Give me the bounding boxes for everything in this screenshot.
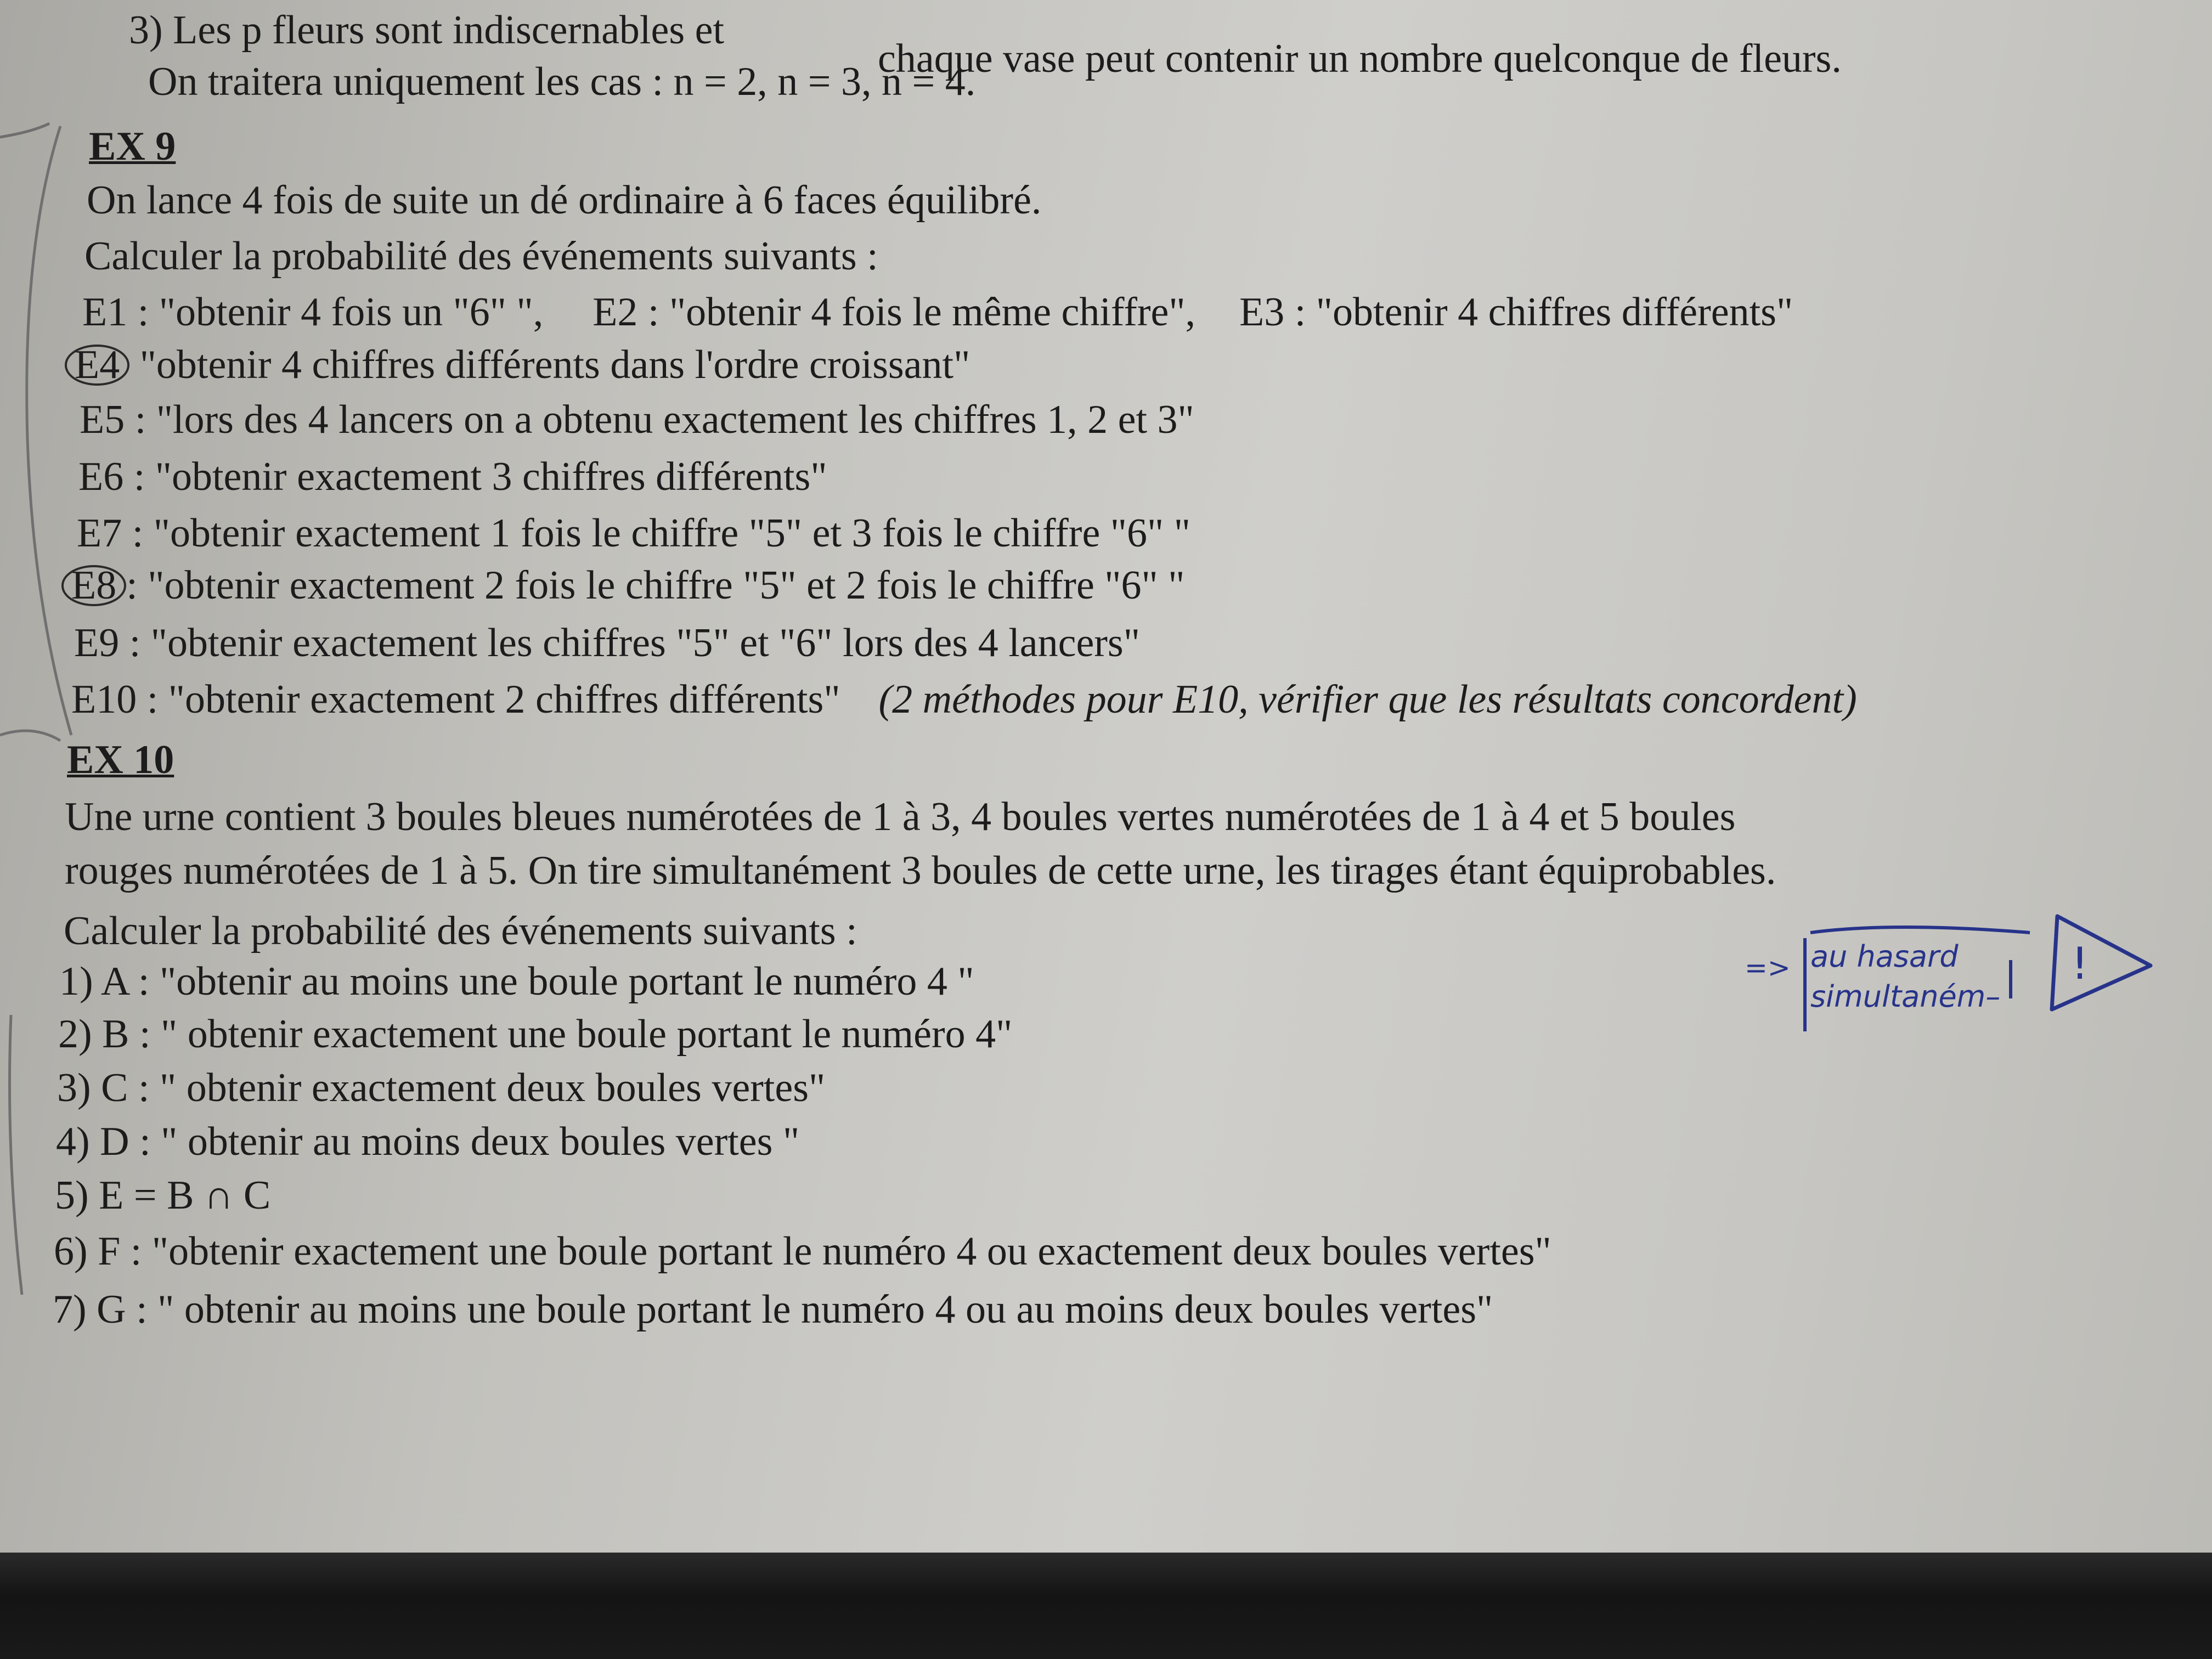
event-e10: E10 : "obtenir exactement 2 chiffres différents" bbox=[71, 677, 840, 722]
ex9-e1-e2-e3 bbox=[82, 290, 1793, 335]
ex10-item-6: 6) F : "obtenir exactement une boule portant le numéro 4 ou exactement deux boules vertes" bbox=[54, 1229, 1551, 1274]
top-line-1-left: 3) Les p fleurs sont indiscernables et bbox=[129, 8, 725, 53]
top-line-1-right: chaque vase peut contenir un nombre quelconque de fleurs. bbox=[878, 36, 1842, 81]
handwritten-warning-triangle-icon bbox=[1794, 900, 2178, 1042]
ex10-title: EX 10 bbox=[67, 737, 174, 782]
ex9-title: EX 9 bbox=[89, 124, 176, 169]
event-e1: E1 : "obtenir 4 fois un "6" ", bbox=[82, 290, 544, 335]
event-e10-note: (2 méthodes pour E10, vérifier que les résultats concordent) bbox=[878, 677, 1857, 722]
event-e9: E9 : "obtenir exactement les chiffres "5" et "6" lors des 4 lancers" bbox=[74, 620, 1140, 665]
handwritten-exclamation: ! bbox=[2071, 938, 2089, 989]
circled-e8-label: E8 bbox=[61, 565, 126, 606]
event-e4-text: "obtenir 4 chiffres différents dans l'ordre croissant" bbox=[139, 342, 970, 387]
ex10-paragraph-1: Une urne contient 3 boules bleues numérotées de 1 à 3, 4 boules vertes numérotées de 1 à 4 et 5 boules bbox=[65, 794, 1736, 839]
pencil-margin-brackets bbox=[0, 110, 88, 1372]
ex10-item-4: 4) D : " obtenir au moins deux boules vertes " bbox=[56, 1119, 800, 1164]
ex10-item-3: 3) C : " obtenir exactement deux boules vertes" bbox=[57, 1065, 826, 1110]
ex9-e8 bbox=[61, 565, 1184, 606]
ex10-item-5: 5) E = B ∩ C bbox=[55, 1173, 271, 1218]
ex10-paragraph-2: rouges numérotées de 1 à 5. On tire simultanément 3 boules de cette urne, les tirages étant équiprobables. bbox=[65, 848, 1776, 893]
ex10-item-1: 1) A : "obtenir au moins une boule portant le numéro 4 " bbox=[59, 959, 974, 1004]
circled-e4-label: E4 bbox=[65, 345, 129, 386]
top-line-2: On traitera uniquement les cas : n = 2, n = 3, n = 4. bbox=[148, 59, 976, 104]
event-e3: E3 : "obtenir 4 chiffres différents" bbox=[1239, 290, 1793, 335]
ex9-intro-1: On lance 4 fois de suite un dé ordinaire à 6 faces équilibré. bbox=[87, 178, 1042, 223]
event-e2: E2 : "obtenir 4 fois le même chiffre", bbox=[592, 290, 1196, 335]
dark-background-strip bbox=[0, 1553, 2212, 1659]
handwritten-arrow: => bbox=[1745, 952, 1791, 984]
event-e7: E7 : "obtenir exactement 1 fois le chiffre "5" et 3 fois le chiffre "6" " bbox=[77, 511, 1190, 556]
ex10-paragraph-3: Calculer la probabilité des événements suivants : bbox=[64, 909, 857, 953]
event-e6: E6 : "obtenir exactement 3 chiffres différents" bbox=[78, 454, 827, 499]
handwritten-line-1: au hasard bbox=[1810, 939, 1959, 974]
ex10-item-7: 7) G : " obtenir au moins une boule portant le numéro 4 ou au moins deux boules vertes" bbox=[53, 1287, 1493, 1332]
ex9-e10 bbox=[71, 679, 1857, 720]
ex10-item-2: 2) B : " obtenir exactement une boule portant le numéro 4" bbox=[58, 1012, 1013, 1057]
event-e5: E5 : "lors des 4 lancers on a obtenu exactement les chiffres 1, 2 et 3" bbox=[80, 397, 1194, 442]
ex9-intro-2: Calculer la probabilité des événements suivants : bbox=[84, 234, 878, 279]
ex9-e4 bbox=[65, 342, 970, 387]
handwritten-line-2: simultaném– bbox=[1810, 979, 2001, 1014]
event-e8-text: : "obtenir exactement 2 fois le chiffre "5" et 2 fois le chiffre "6" " bbox=[126, 563, 1185, 608]
